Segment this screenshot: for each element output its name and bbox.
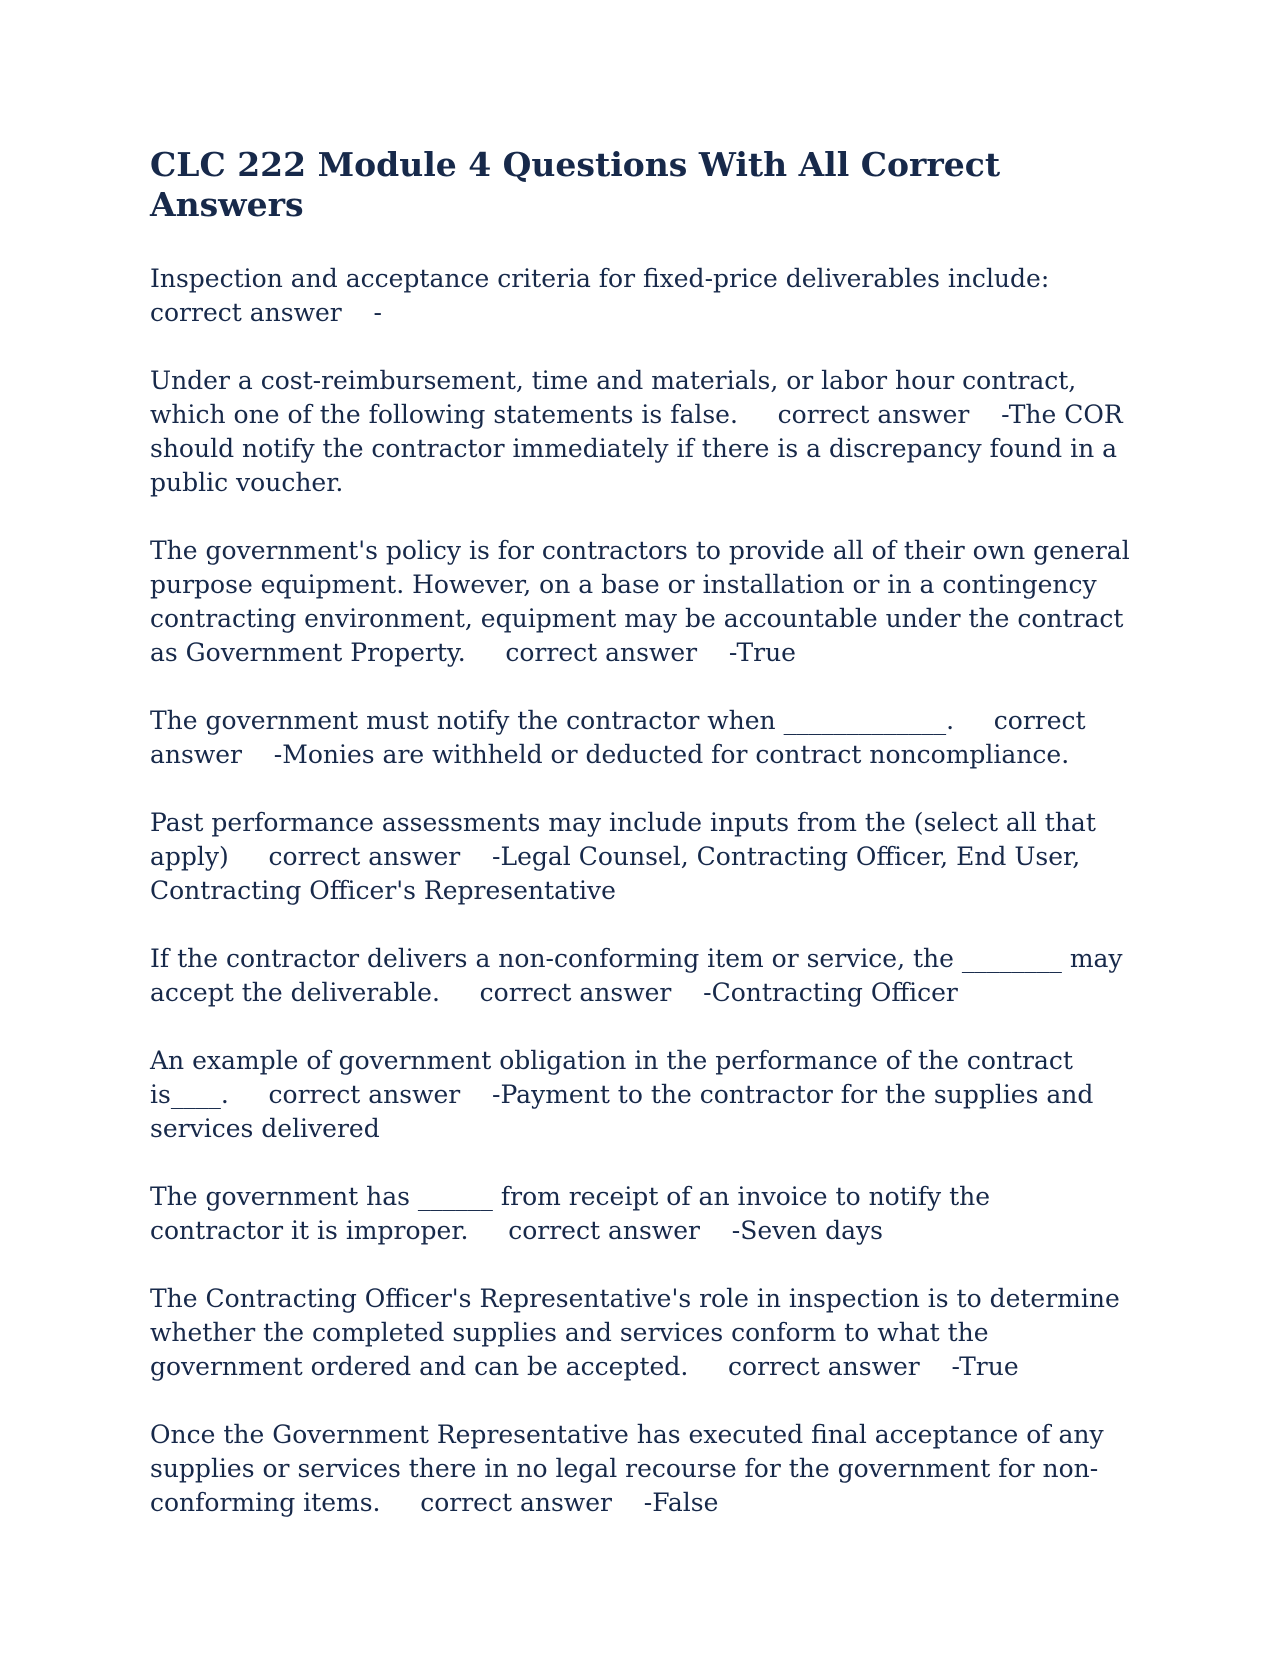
qa-item: The government has ______ from receipt of an invoice to notify the contractor it is improper. correct answer -Seven days: [150, 1182, 998, 1246]
question-text: An example of government obligation in the performance of the contract is____.: [150, 1046, 1081, 1110]
question-text: Once the Government Representative has executed final acceptance of any supplies or services there in no legal recourse for the government for non-conforming items.: [150, 1420, 1112, 1518]
correct-answer-label: correct answer: [505, 638, 698, 668]
qa-item: The government's policy is for contractors to provide all of their own general purpose equipment. However, on a base or installation or in a contingency contracting environment, equipment may be accountable under the contract as Government Property. correct answer -True: [150, 536, 1138, 668]
correct-answer-label: correct answer: [777, 400, 970, 430]
qa-item: Once the Government Representative has executed final acceptance of any supplies or services there in no legal recourse for the government for non-conforming items. correct answer -False: [150, 1420, 1112, 1518]
document-title: CLC 222 Module 4 Questions With All Correct Answers: [150, 145, 1001, 224]
answer-text: Legal Counsel, Contracting Officer, End User, Contracting Officer's Representative: [150, 842, 1089, 906]
correct-answer-label: correct answer: [728, 1352, 920, 1382]
question-text: Inspection and acceptance criteria for fixed-price deliverables include:: [150, 264, 1050, 294]
question-text: The government has ______ from receipt of an invoice to notify the contractor it is improper.: [150, 1182, 998, 1246]
answer-text: Monies are withheld or deducted for contract noncompliance.: [282, 740, 1070, 770]
question-text: If the contractor delivers a non-conforming item or service, the ________ may accept the deliverable.: [150, 944, 1131, 1008]
qa-item: Inspection and acceptance criteria for fixed-price deliverables include: correct answer -: [150, 264, 1050, 328]
correct-answer-label: correct answer: [150, 298, 342, 328]
correct-answer-label: correct answer: [268, 1080, 461, 1110]
correct-answer-label: correct answer: [479, 978, 672, 1008]
answer-text: Contracting Officer: [711, 978, 958, 1008]
question-text: The Contracting Officer's Representative's role in inspection is to determine whether the completed supplies and services conform to what the government ordered and can be accepted.: [150, 1284, 1128, 1382]
answer-text: Seven days: [740, 1216, 883, 1246]
correct-answer-label: correct answer: [268, 842, 461, 872]
correct-answer-label: correct answer: [508, 1216, 700, 1246]
answer-text: True: [736, 638, 796, 668]
correct-answer-label: correct answer: [150, 706, 1094, 770]
qa-item: Past performance assessments may include inputs from the (select all that apply) correct answer -Legal Counsel, Contracting Officer, End User, Contracting Officer's Representative: [150, 808, 1104, 906]
question-text: The government must notify the contractor when _____________.: [150, 706, 955, 736]
qa-item: The government must notify the contractor when _____________. correct answer -Monies are withheld or deducted for contract noncompliance.: [150, 706, 1094, 770]
qa-item: Under a cost-reimbursement, time and materials, or labor hour contract, which one of the following statements is false. correct answer -The COR should notify the contractor immediately if there is a discrepancy found in a public voucher.: [150, 366, 1131, 498]
question-text: Past performance assessments may include inputs from the (select all that apply): [150, 808, 1104, 872]
qa-item: An example of government obligation in the performance of the contract is____. correct answer -Payment to the contractor for the supplies and services delivered: [150, 1046, 1102, 1144]
document-page: [150, 145, 1138, 1554]
question-text: Under a cost-reimbursement, time and materials, or labor hour contract, which one of the following statements is false.: [150, 366, 1085, 430]
answer-text: True: [959, 1352, 1019, 1382]
qa-item: If the contractor delivers a non-conforming item or service, the ________ may accept the deliverable. correct answer -Contracting Officer: [150, 944, 1131, 1008]
qa-list: [150, 262, 1138, 1520]
correct-answer-label: correct answer: [420, 1488, 612, 1518]
answer-text: Payment to the contractor for the supplies and services delivered: [150, 1080, 1102, 1144]
question-text: The government's policy is for contractors to provide all of their own general purpose equipment. However, on a base or installation or in a contingency contracting environment, equipment may be accountable under the contract as Government Property.: [150, 536, 1138, 668]
answer-text: The COR should notify the contractor immediately if there is a discrepancy found in a public voucher.: [150, 400, 1131, 498]
qa-item: The Contracting Officer's Representative's role in inspection is to determine whether the completed supplies and services conform to what the government ordered and can be accepted. correct answer -True: [150, 1284, 1128, 1382]
answer-text: False: [652, 1488, 719, 1518]
